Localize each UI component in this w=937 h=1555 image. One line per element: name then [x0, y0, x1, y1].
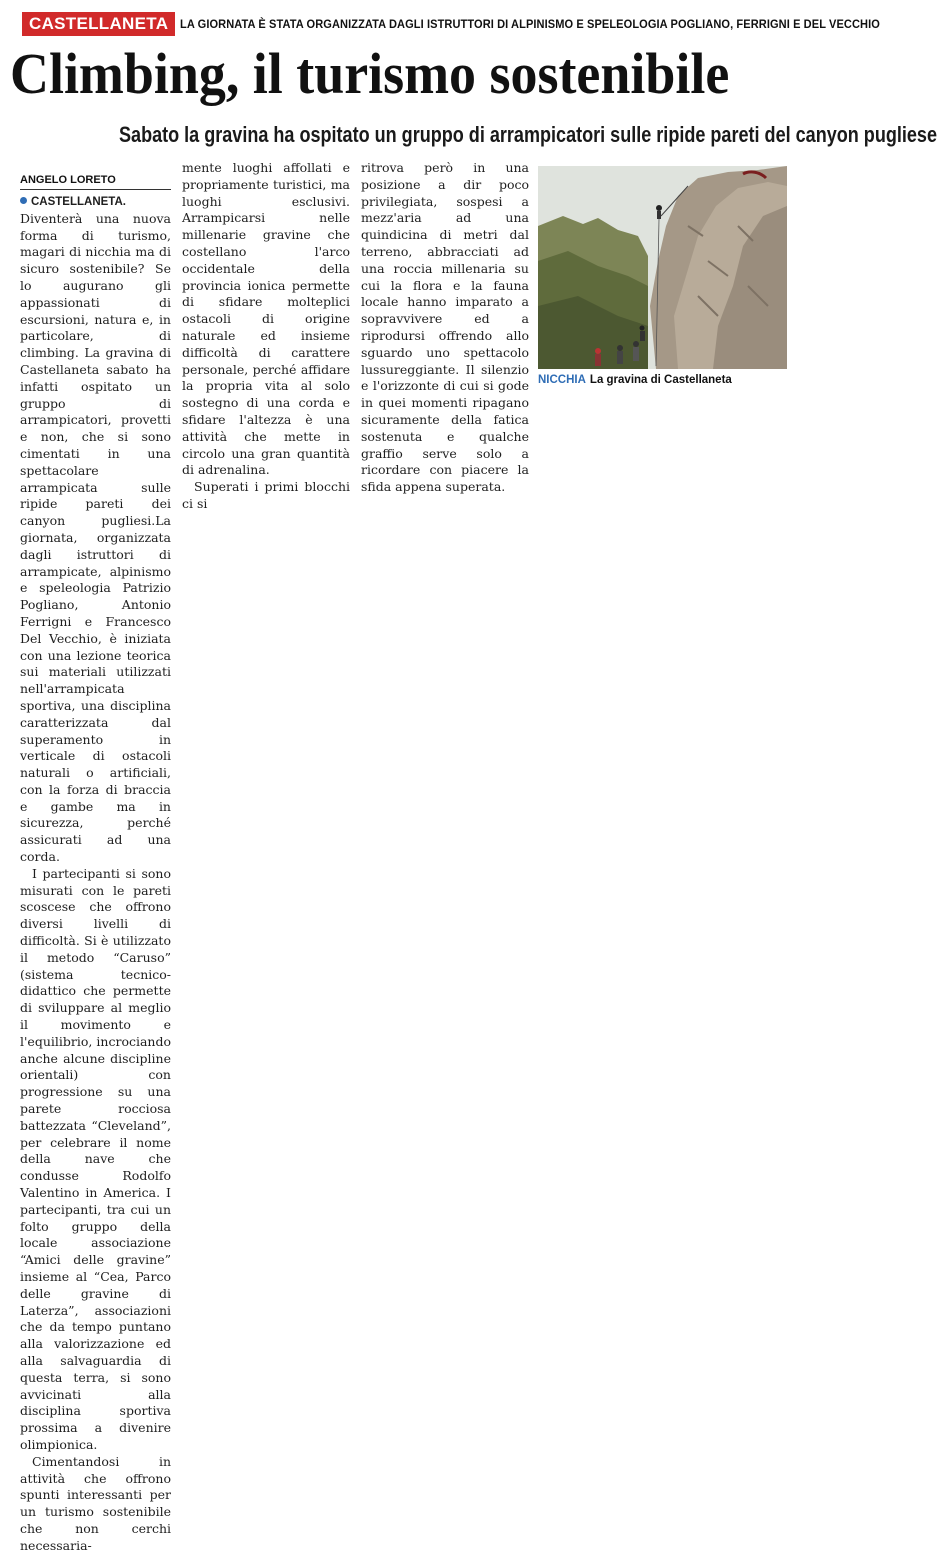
article-paragraph: ritrova però in una posizione a dir poco privilegiata, sospesi a mezz'aria ad una quindicina di metri dal terreno, abbracciati ad una roccia millenaria su cui la flora e la fauna locale hanno imparato a sopravvivere ed a riprodursi offrendo allo sguardo uno spettacolo lussureggiante. Il silenzio e l'orizzonte di cui si gode in quei momenti ripagano sicuramente della fatica sostenuta e qualche graffio serve solo a ricordare con piacere la sfida appena superata.: [361, 160, 529, 495]
subheadline: Sabato la gravina ha ospitato un gruppo di arrampicatori sulle ripide pareti del canyon pugliese: [119, 122, 937, 147]
dateline: CASTELLANETA.: [31, 196, 126, 208]
section-tag: CASTELLANETA: [22, 12, 175, 36]
article-column-2: [182, 160, 350, 513]
paragraph-text: Diventerà una nuova forma di turismo, magari di nicchia ma di sicuro sostenibile? Se lo augurano gli appassionati di escursioni, natura e, in particolare, di climbing. La gravina di Castellaneta sabato ha infatti ospitato un gruppo di arrampicatori, provetti e non, che si sono cimentati in una spettacolare arrampicata sulle ripide pareti dei canyon pugliesi.La giornata, organizzata dagli istruttori di arrampicate, alpinismo e speleologia Patrizio Pogliano, Antonio Ferrigni e Francesco Del Vecchio, è iniziata con una lezione teorica sui materiali utilizzati nell'arrampicata sportiva, una disciplina caratterizzata dal superamento in verticale di ostacoli naturali o artificiali, con la forza di braccia e gambe ma in sicurezza, perché assicurati ad una corda.: [20, 210, 171, 865]
article-paragraph: Cimentandosi in attività che offrono spunti interessanti per un turismo sostenibile che non cerchi necessaria-: [20, 1453, 171, 1553]
article-column-3: [361, 160, 529, 496]
article-column-1: [20, 193, 171, 1555]
article-paragraph: [20, 193, 171, 866]
article-paragraph: I partecipanti si sono misurati con le pareti scoscese che offrono diversi livelli di difficoltà. Si è utilizzato il metodo “Caruso” (sistema tecnico-didattico che permette di sviluppare al meglio il movimento e l'equilibrio, incrociando anche alcune discipline orientali) con progressione su una parete rocciosa battezzata “Cleveland”, per celebrare il nome della nave che condusse Rodolfo Valentino in America. I partecipanti, tra cui un folto gruppo della locale associazione “Amici delle gravine” insieme al “Cea, Parco delle gravine di Laterza”, associazioni che da tempo puntano alla valorizzazione ed alla salvaguardia di questa terra, si sono avvicinati alla disciplina sportiva prossima a divenire olimpionica.: [20, 865, 171, 1452]
article-paragraph: mente luoghi affollati e propriamente turistici, ma luoghi esclusivi. Arrampicarsi nelle millenarie gravine che costellano l'arco occidentale della provincia ionica permette di sfidare molteplici ostacoli di origine naturale ed insieme difficoltà di carattere personale, perché affidare la propria vita al solo sostegno di una corda e sfidare l'altezza è una attività che mette in circolo una gran quantità di adrenalina.: [182, 160, 350, 478]
caption-tag: NICCHIA: [538, 374, 586, 386]
bullet-dot-icon: [20, 197, 27, 204]
climbing-photo: [538, 166, 787, 369]
photo-caption: [538, 372, 732, 388]
headline: Climbing, il turismo sostenibile: [10, 41, 730, 106]
kicker-line: LA GIORNATA È STATA ORGANIZZATA DAGLI ISTRUTTORI DI ALPINISMO E SPELEOLOGIA POGLIANO, FERRIGNI E DEL VECCHIO: [180, 17, 880, 31]
gravina-photo-illustration: [538, 166, 787, 369]
caption-text: La gravina di Castellaneta: [589, 374, 732, 386]
byline: ANGELO LORETO: [20, 172, 171, 190]
article-paragraph: Superati i primi blocchi ci si: [182, 479, 350, 511]
